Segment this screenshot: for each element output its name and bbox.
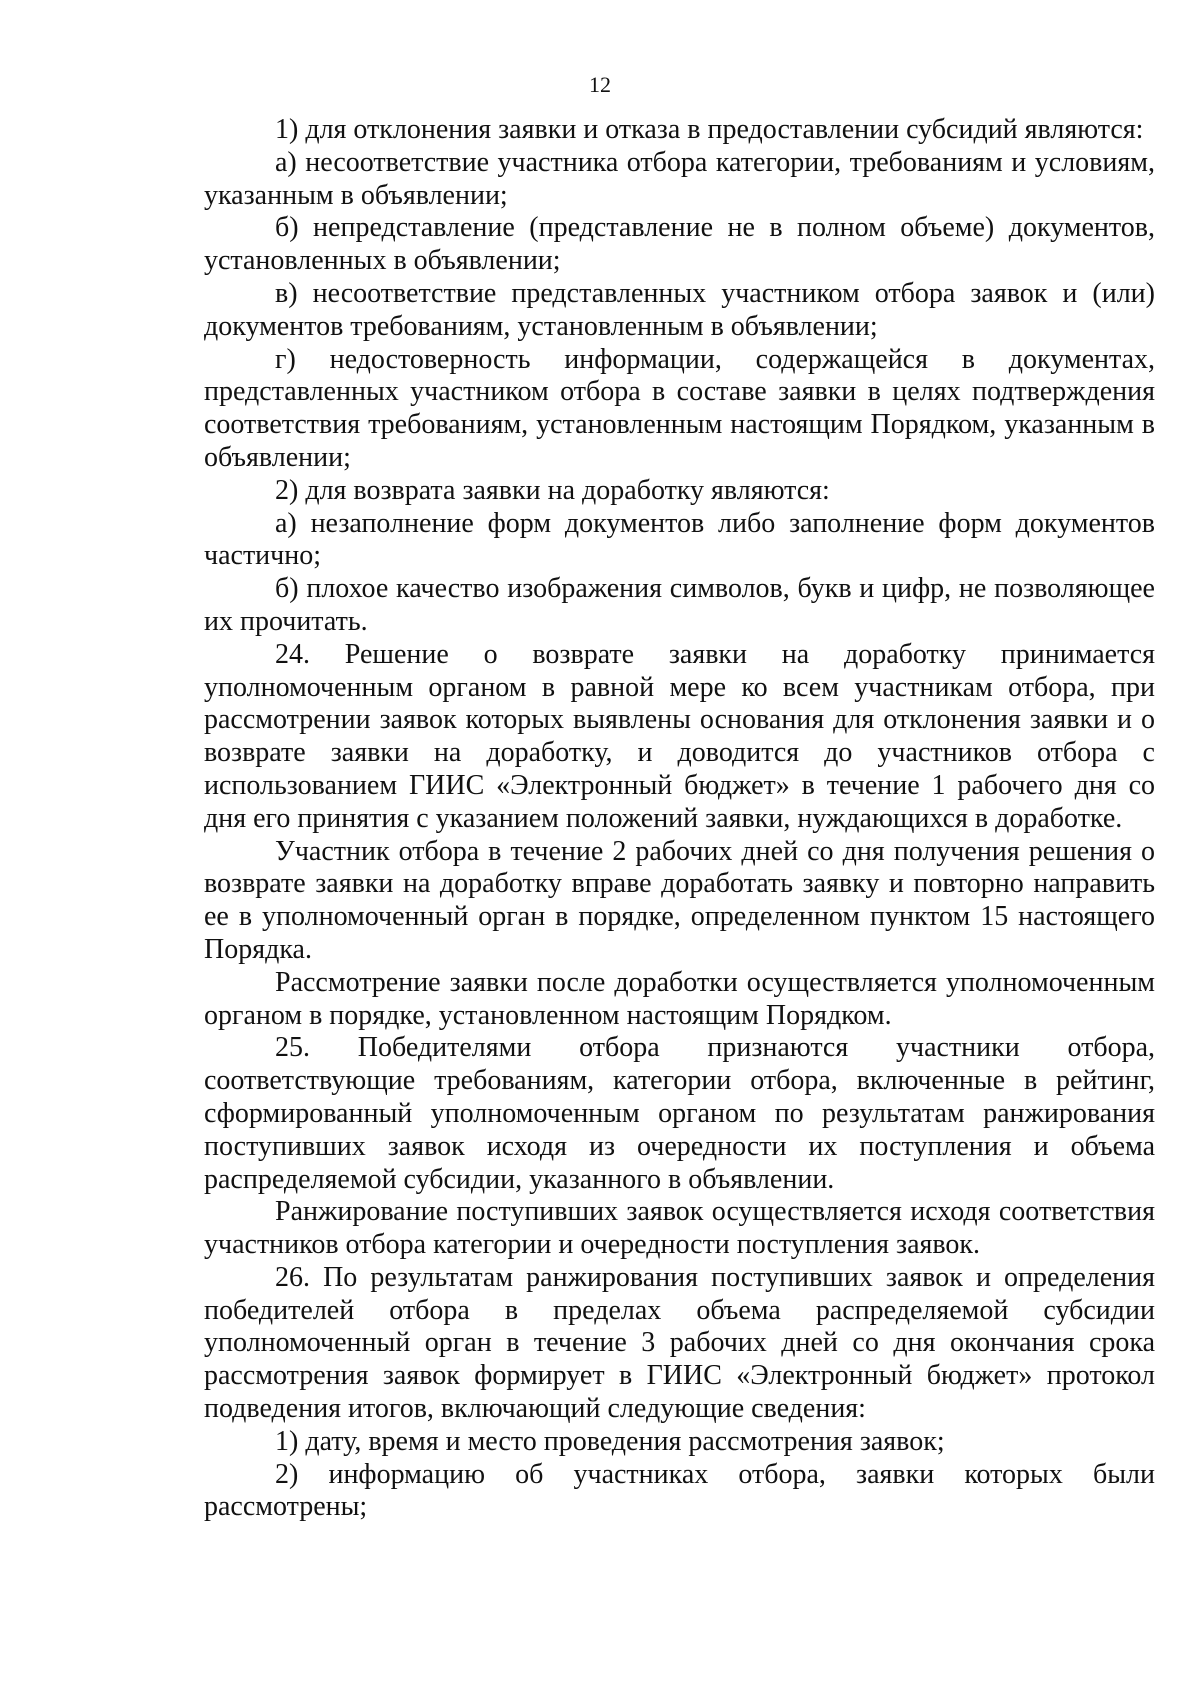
paragraph-reasons-return: 2) для возврата заявки на доработку являются:: [275, 474, 830, 506]
page-number: 12: [589, 72, 611, 97]
paragraph-participant-revision: Участник отбора в течение 2 рабочих дней со дня получения решения о возврате заявки на доработку вправе доработать заявку и повторно направить ее в уполномоченный орган в порядке, определенном пунктом 15 настоящего Порядка.: [204, 835, 1155, 965]
paragraph-protocol-item-2: 2) информацию об участниках отбора, заявки которых были рассмотрены;: [204, 1458, 1155, 1523]
paragraph-ranking: Ранжирование поступивших заявок осуществляется исходя соответствия участников отбора категории и очередности поступления заявок.: [204, 1196, 1155, 1261]
paragraph-item-v-documents-noncompliant: в) несоответствие представленных участником отбора заявок и (или) документов требованиям, установленным в объявлении;: [204, 277, 1155, 342]
paragraph-item-g-unreliable-info: г) недостоверность информации, содержащейся в документах, представленных участником отбора в составе заявки в целях подтверждения соответствия требованиям, установленным настоящим Порядком, указанным в объявлении;: [204, 343, 1155, 473]
paragraph-clause-25: 25. Победителями отбора признаются участники отбора, соответствующие требованиям, категории отбора, включенные в рейтинг, сформированный уполномоченным органом по результатам ранжирования поступивших заявок исходя из очередности их поступления и объема распределяемой субсидии, указанного в объявлении.: [204, 1032, 1155, 1195]
paragraph-reasons-rejection: 1) для отклонения заявки и отказа в предоставлении субсидий являются:: [275, 114, 1144, 145]
paragraph-item-b-documents-missing: б) непредставление (представление не в полном объеме) документов, установленных в объявлении;: [204, 212, 1155, 277]
paragraph-item-a-category-mismatch: а) несоответствие участника отбора категории, требованиям и условиям, указанным в объявлении;: [204, 146, 1155, 211]
paragraph-return-item-b: б) плохое качество изображения символов, букв и цифр, не позволяющее их прочитать.: [204, 573, 1155, 637]
paragraph-return-item-a: а) незаполнение форм документов либо заполнение форм документов частично;: [204, 507, 1155, 572]
paragraph-clause-26: 26. По результатам ранжирования поступивших заявок и определения победителей отбора в пределах объема распределяемой субсидии уполномоченный орган в течение 3 рабочих дней со дня окончания срока рассмотрения заявок формирует в ГИИС «Электронный бюджет» протокол подведения итогов, включающий следующие сведения:: [204, 1261, 1155, 1425]
paragraph-clause-24: 24. Решение о возврате заявки на доработку принимается уполномоченным органом в равной мере ко всем участникам отбора, при рассмотрении заявок которых выявлены основания для отклонения заявки и о возврате заявки на доработку, и доводится до участников отбора с использованием ГИИС «Электронный бюджет» в течение 1 рабочего дня со дня его принятия с указанием положений заявки, нуждающихся в доработке.: [204, 638, 1155, 834]
paragraph-review-after-revision: Рассмотрение заявки после доработки осуществляется уполномоченным органом в порядке, установленном настоящим Порядком.: [204, 966, 1155, 1031]
document-body: [204, 114, 1155, 1524]
paragraph-protocol-item-1: 1) дату, время и место проведения рассмотрения заявок;: [275, 1425, 945, 1457]
